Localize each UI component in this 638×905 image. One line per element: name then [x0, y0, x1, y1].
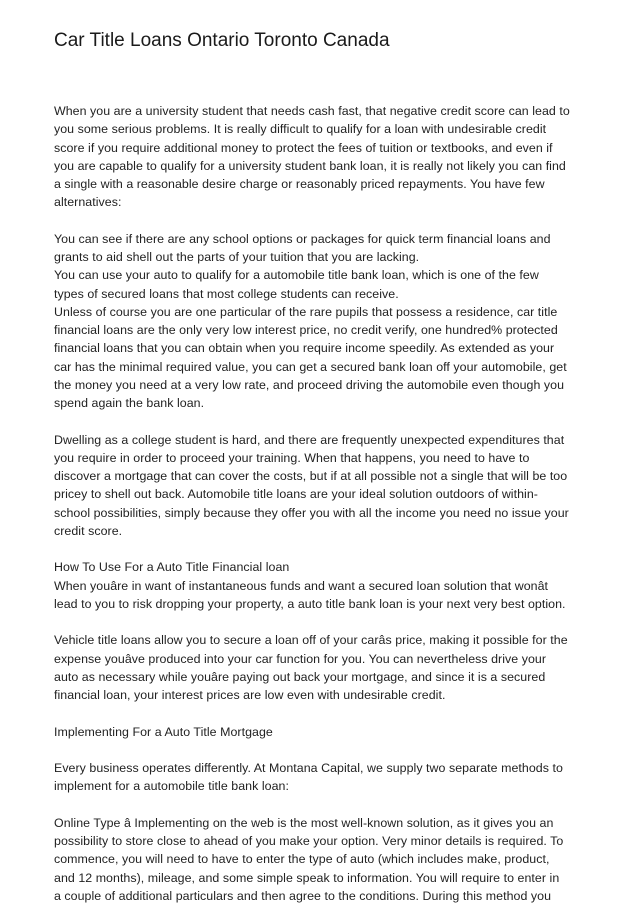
text-line: possibility to store close to ahead of you make your option. Very minor details is required. To	[54, 834, 564, 848]
paragraph	[54, 814, 590, 905]
paragraph	[54, 230, 590, 413]
text-line: credit score.	[54, 523, 123, 538]
text-line: Every business operates differently. At Montana Capital, we supply two separate methods to	[54, 761, 563, 775]
paragraph-gap	[54, 796, 590, 814]
document-body	[54, 102, 590, 905]
text-line: Dwelling as a college student is hard, and there are frequently unexpected expenditures that	[54, 432, 565, 447]
text-line: discover a mortgage that can cover the costs, but if at all possible not a single that will be too	[54, 469, 568, 483]
text-line: You can see if there are any school options or packages for quick term financial loans and	[54, 231, 551, 246]
text-line: You can use your auto to qualify for a automobile title bank loan, which is one of the few	[54, 268, 539, 283]
text-line: a single with a reasonable desire charge or reasonably priced repayments. You have few	[54, 177, 545, 191]
text-line: Vehicle title loans allow you to secure a loan off of your carâs price, making it possible for the	[54, 633, 568, 648]
paragraph	[54, 431, 590, 541]
text-line: auto as necessary while youâre paying out back your mortgage, and since it is a secured	[54, 669, 546, 684]
paragraph	[54, 631, 590, 704]
text-line: pricey to shell out back. Automobile title loans are your ideal solution outdoors of within-	[54, 487, 538, 502]
text-line: financial loans are the only very low interest price, no credit verify, one hundred% protected	[54, 323, 558, 337]
text-line: score if you require additional money to protect the fees of tuition or textbooks, and even if	[54, 140, 553, 155]
text-line: Implementing For a Auto Title Mortgage	[54, 724, 273, 739]
text-line: Online Type â Implementing on the web is the most well-known solution, as it gives you an	[54, 815, 554, 830]
text-line: implement for a automobile title bank loan:	[54, 779, 289, 794]
text-line: expense youâve produced into your car function for you. You can nevertheless drive your	[54, 651, 547, 666]
text-line: commence, you will need to have to enter the type of auto (which includes make, product,	[54, 852, 550, 867]
text-line: school possibilities, simply because they offer you with all the income you need no issue your	[54, 505, 569, 520]
text-line: financial loan, your interest prices are low even with undesirable credit.	[54, 688, 446, 702]
text-line: grants to aid shell out the parts of your tuition that you are lacking.	[54, 250, 420, 264]
paragraph	[54, 723, 590, 741]
text-line: a couple of additional particulars and then agree to the conditions. During this method you	[54, 888, 552, 903]
paragraph	[54, 558, 590, 613]
text-line: When you are a university student that needs cash fast, that negative credit score can lead to	[54, 104, 570, 118]
paragraph-gap	[54, 741, 590, 759]
text-line: lead to you to risk dropping your property, a auto title bank loan is your next very best option.	[54, 596, 566, 611]
paragraph	[54, 759, 590, 796]
text-line: When youâre in want of instantaneous funds and want a secured loan solution that wonât	[54, 578, 549, 593]
text-line: How To Use For a Auto Title Financial loan	[54, 560, 290, 575]
text-line: alternatives:	[54, 195, 122, 210]
paragraph-gap	[54, 212, 590, 230]
paragraph	[54, 102, 590, 212]
document-title: Car Title Loans Ontario Toronto Canada	[54, 30, 390, 51]
text-line: car has the minimal required value, you can get a secured bank loan off your automobile, get	[54, 359, 567, 374]
paragraph-gap	[54, 613, 590, 631]
text-line: financial loans that you can obtain when you require income speedily. As extended as your	[54, 341, 555, 356]
text-line: and 12 months), mileage, and some simple speak to information. You will require to enter in	[54, 870, 560, 885]
text-line: you are capable to qualify for a university student bank loan, it is really not likely you can find	[54, 158, 566, 173]
text-line: types of secured loans that most college students can receive.	[54, 286, 399, 301]
text-line: Unless of course you are one particular of the rare pupils that possess a residence, car title	[54, 304, 558, 319]
paragraph-gap	[54, 540, 590, 558]
paragraph-gap	[54, 704, 590, 722]
text-line: you some serious problems. It is really difficult to qualify for a loan with undesirable credit	[54, 122, 547, 137]
text-line: the money you need at a very low rate, and proceed driving the automobile even though you	[54, 377, 565, 392]
text-line: spend again the bank loan.	[54, 396, 205, 410]
paragraph-gap	[54, 412, 590, 430]
text-line: you require in order to proceed your training. When that happens, you need to have to	[54, 450, 530, 465]
